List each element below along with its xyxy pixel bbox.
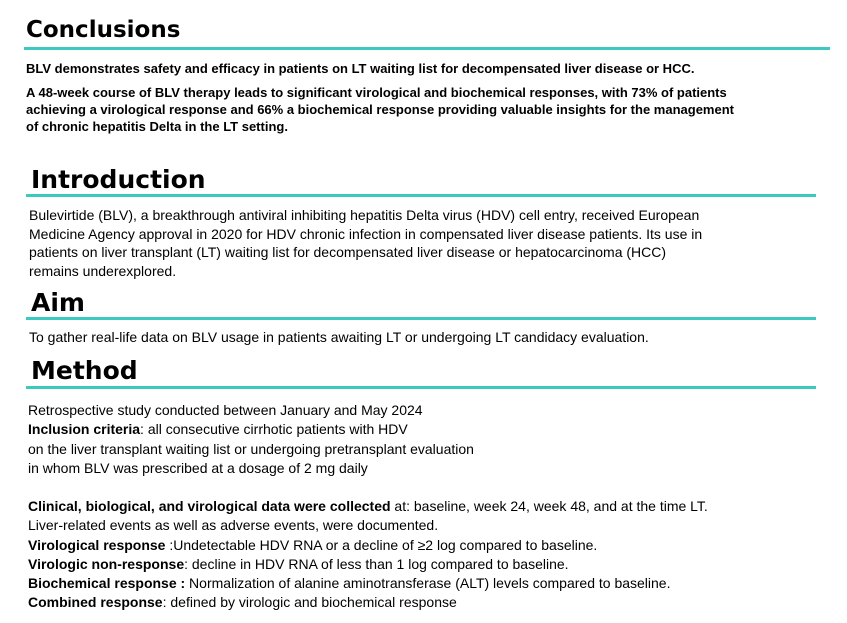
data-collected-label: Clinical, biological, and virological data were collected	[28, 498, 391, 514]
method-criteria-block	[28, 401, 474, 478]
introduction-heading: Introduction	[31, 165, 206, 194]
method-data-collected	[28, 497, 708, 516]
aim-text	[29, 329, 649, 346]
conclusions-detail-line: A 48-week course of BLV therapy leads to significant virological and biochemical responses, with 73% of patients	[26, 85, 727, 100]
method-biochemical-response	[28, 574, 708, 593]
method-dosage: in whom BLV was prescribed at a dosage of 2 mg daily	[28, 459, 368, 476]
biochemical-response-label: Biochemical response :	[28, 575, 186, 592]
aim-line: To gather real-life data on BLV usage in patients awaiting LT or undergoing LT candidacy evaluation.	[29, 329, 649, 345]
introduction-line: Bulevirtide (BLV), a breakthrough antiviral inhibiting hepatitis Delta virus (HDV) cell entry, received European	[29, 207, 700, 223]
conclusions-detail-line: achieving a virological response and 66% a biochemical response providing valuable insights for the management	[26, 102, 734, 117]
combined-response-text: : defined by virologic and biochemical response	[162, 594, 457, 611]
introduction-line: Medicine Agency approval in 2020 for HDV chronic infection in compensated liver disease patients. Its use in	[29, 225, 703, 242]
inclusion-criteria-text: : all consecutive cirrhotic patients with HDV	[140, 421, 408, 438]
method-virological-response	[28, 536, 708, 555]
virologic-non-response-label: Virologic non-response	[28, 555, 185, 572]
biochemical-response-text: Normalization of alanine aminotransferase (ALT) levels compared to baseline.	[185, 575, 671, 592]
conclusions-detail-line: of chronic hepatitis Delta in the LT setting.	[26, 119, 288, 134]
method-study-period: Retrospective study conducted between January and May 2024	[28, 402, 423, 418]
conclusions-summary	[26, 60, 694, 77]
virological-response-text: :Undetectable HDV RNA or a decline of ≥2 log compared to baseline.	[165, 536, 598, 553]
conclusions-detail	[26, 84, 734, 135]
method-rule	[26, 386, 816, 389]
introduction-text	[29, 206, 702, 280]
introduction-line: remains underexplored.	[29, 262, 177, 279]
method-combined-response	[28, 593, 708, 612]
method-data-block	[28, 497, 708, 613]
conclusions-heading: Conclusions	[26, 17, 181, 43]
method-heading: Method	[31, 356, 138, 385]
method-inclusion-cont: on the liver transplant waiting list or undergoing pretransplant evaluation	[28, 440, 474, 457]
method-virologic-non-response	[28, 555, 708, 574]
virologic-non-response-text: : decline in HDV RNA of less than 1 log compared to baseline.	[184, 555, 569, 572]
conclusions-line-1: BLV demonstrates safety and efficacy in patients on LT waiting list for decompensated liver disease or HCC.	[26, 61, 695, 76]
method-inclusion-line	[28, 420, 474, 439]
introduction-rule	[26, 194, 816, 197]
virological-response-label: Virological response	[28, 536, 166, 553]
inclusion-criteria-label: Inclusion criteria	[28, 421, 141, 438]
introduction-line: patients on liver transplant (LT) waiting list for decompensated liver disease or hepatocarcinoma (HCC)	[29, 244, 667, 260]
method-events: Liver-related events as well as adverse events, were documented.	[28, 517, 439, 534]
conclusions-rule	[24, 47, 830, 50]
data-collected-text: at: baseline, week 24, week 48, and at the time LT.	[390, 498, 708, 514]
aim-heading: Aim	[31, 288, 85, 317]
aim-rule	[26, 317, 816, 320]
combined-response-label: Combined response	[28, 594, 163, 611]
